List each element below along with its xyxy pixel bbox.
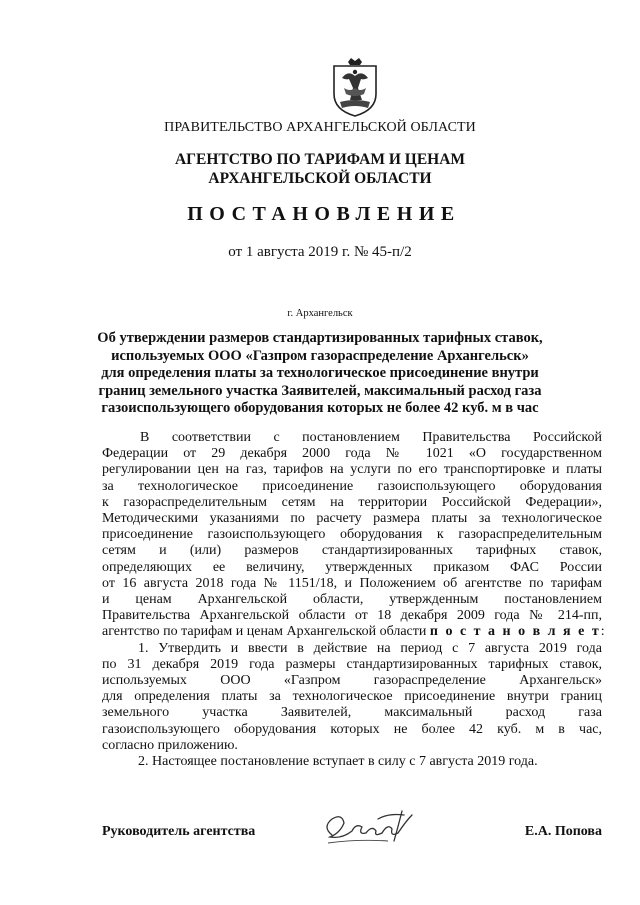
preamble-line: и ценам Архангельской области, утвержденным постановлением bbox=[102, 592, 602, 608]
item1-line: согласно приложению. bbox=[102, 737, 238, 753]
item1-line: используемых ООО «Газпром газораспределение Архангельск» bbox=[102, 673, 602, 689]
subject-line: для определения платы за технологическое присоединение внутри bbox=[101, 365, 539, 381]
item2-line: 2. Настоящее постановление вступает в силу с 7 августа 2019 года. bbox=[138, 754, 538, 770]
preamble-decree-line bbox=[102, 624, 605, 640]
decree-colon: : bbox=[600, 624, 605, 640]
preamble-line: сетям и (или) размеров стандартизированных тарифных ставок, bbox=[102, 543, 602, 559]
preamble-line: от 16 августа 2018 года № 1151/18, и Положением об агентстве по тарифам bbox=[102, 575, 602, 591]
item1-line: 1. Утвердить и ввести в действие на период с 7 августа 2019 года bbox=[138, 640, 602, 656]
preamble-line: Правительства Архангельской области от 18 декабря 2009 года № 214-пп, bbox=[102, 608, 602, 624]
decree-word: п о с т а н о в л я е т bbox=[429, 624, 601, 640]
subject-line: Об утверждении размеров стандартизированных тарифных ставок, bbox=[97, 330, 543, 346]
coat-of-arms-icon bbox=[328, 58, 382, 118]
preamble-line: за технологическое присоединение газоиспользующего оборудования bbox=[102, 478, 602, 494]
preamble-line: Федерации от 29 декабря 2000 года № 1021 «О государственном bbox=[102, 446, 602, 462]
preamble-line: присоединение газоиспользующего оборудования к газораспределительным bbox=[102, 527, 602, 543]
subject-line: газоиспользующего оборудования которых не более 42 куб. м в час bbox=[101, 400, 539, 416]
document-date-number: от 1 августа 2019 г. № 45-п/2 bbox=[228, 244, 412, 260]
document-subject bbox=[0, 330, 640, 418]
agency-name bbox=[0, 150, 640, 188]
document-body bbox=[102, 430, 605, 770]
preamble-line: регулировании цен на газ, тарифов на услуги по его транспортировке и платы bbox=[102, 462, 602, 478]
agency-name-line1: АГЕНТСТВО ПО ТАРИФАМ И ЦЕНАМ bbox=[174, 151, 466, 168]
item1-line: газоиспользующего оборудования которых не более 42 куб. м в час, bbox=[102, 721, 602, 737]
document-type-title: ПОСТАНОВЛЕНИЕ bbox=[187, 203, 461, 225]
agency-name-line2: АРХАНГЕЛЬСКОЙ ОБЛАСТИ bbox=[208, 170, 432, 187]
preamble-line: В соответствии с постановлением Правительства Российской bbox=[140, 430, 602, 445]
signatory-position: Руководитель агентства bbox=[102, 824, 256, 839]
handwritten-signature-icon bbox=[318, 805, 426, 849]
subject-line: границ земельного участка Заявителей, максимальный расход газа bbox=[98, 382, 542, 399]
preamble-line: Методическими указаниями по расчету размера платы за технологическое bbox=[102, 511, 602, 527]
government-name: ПРАВИТЕЛЬСТВО АРХАНГЕЛЬСКОЙ ОБЛАСТИ bbox=[164, 120, 476, 135]
item1-line: земельного участка Заявителей, максимальный расход газа bbox=[102, 705, 602, 721]
city-name: г. Архангельск bbox=[287, 308, 353, 319]
item1-line: по 31 декабря 2019 года размеры стандартизированных тарифных ставок, bbox=[102, 656, 602, 672]
preamble-line: к газораспределительным сетям на территории Российской Федерации», bbox=[102, 494, 602, 510]
preamble-line: определяющих ее величину, утвержденных приказом ФАС России bbox=[102, 559, 602, 575]
subject-line: используемых ООО «Газпром газораспределение Архангельск» bbox=[111, 347, 529, 364]
signatory-name: Е.А. Попова bbox=[524, 824, 602, 839]
preamble-last-text: агентство по тарифам и ценам Архангельской области bbox=[102, 624, 427, 640]
item1-line: для определения платы за технологическое присоединение внутри границ bbox=[102, 689, 602, 705]
